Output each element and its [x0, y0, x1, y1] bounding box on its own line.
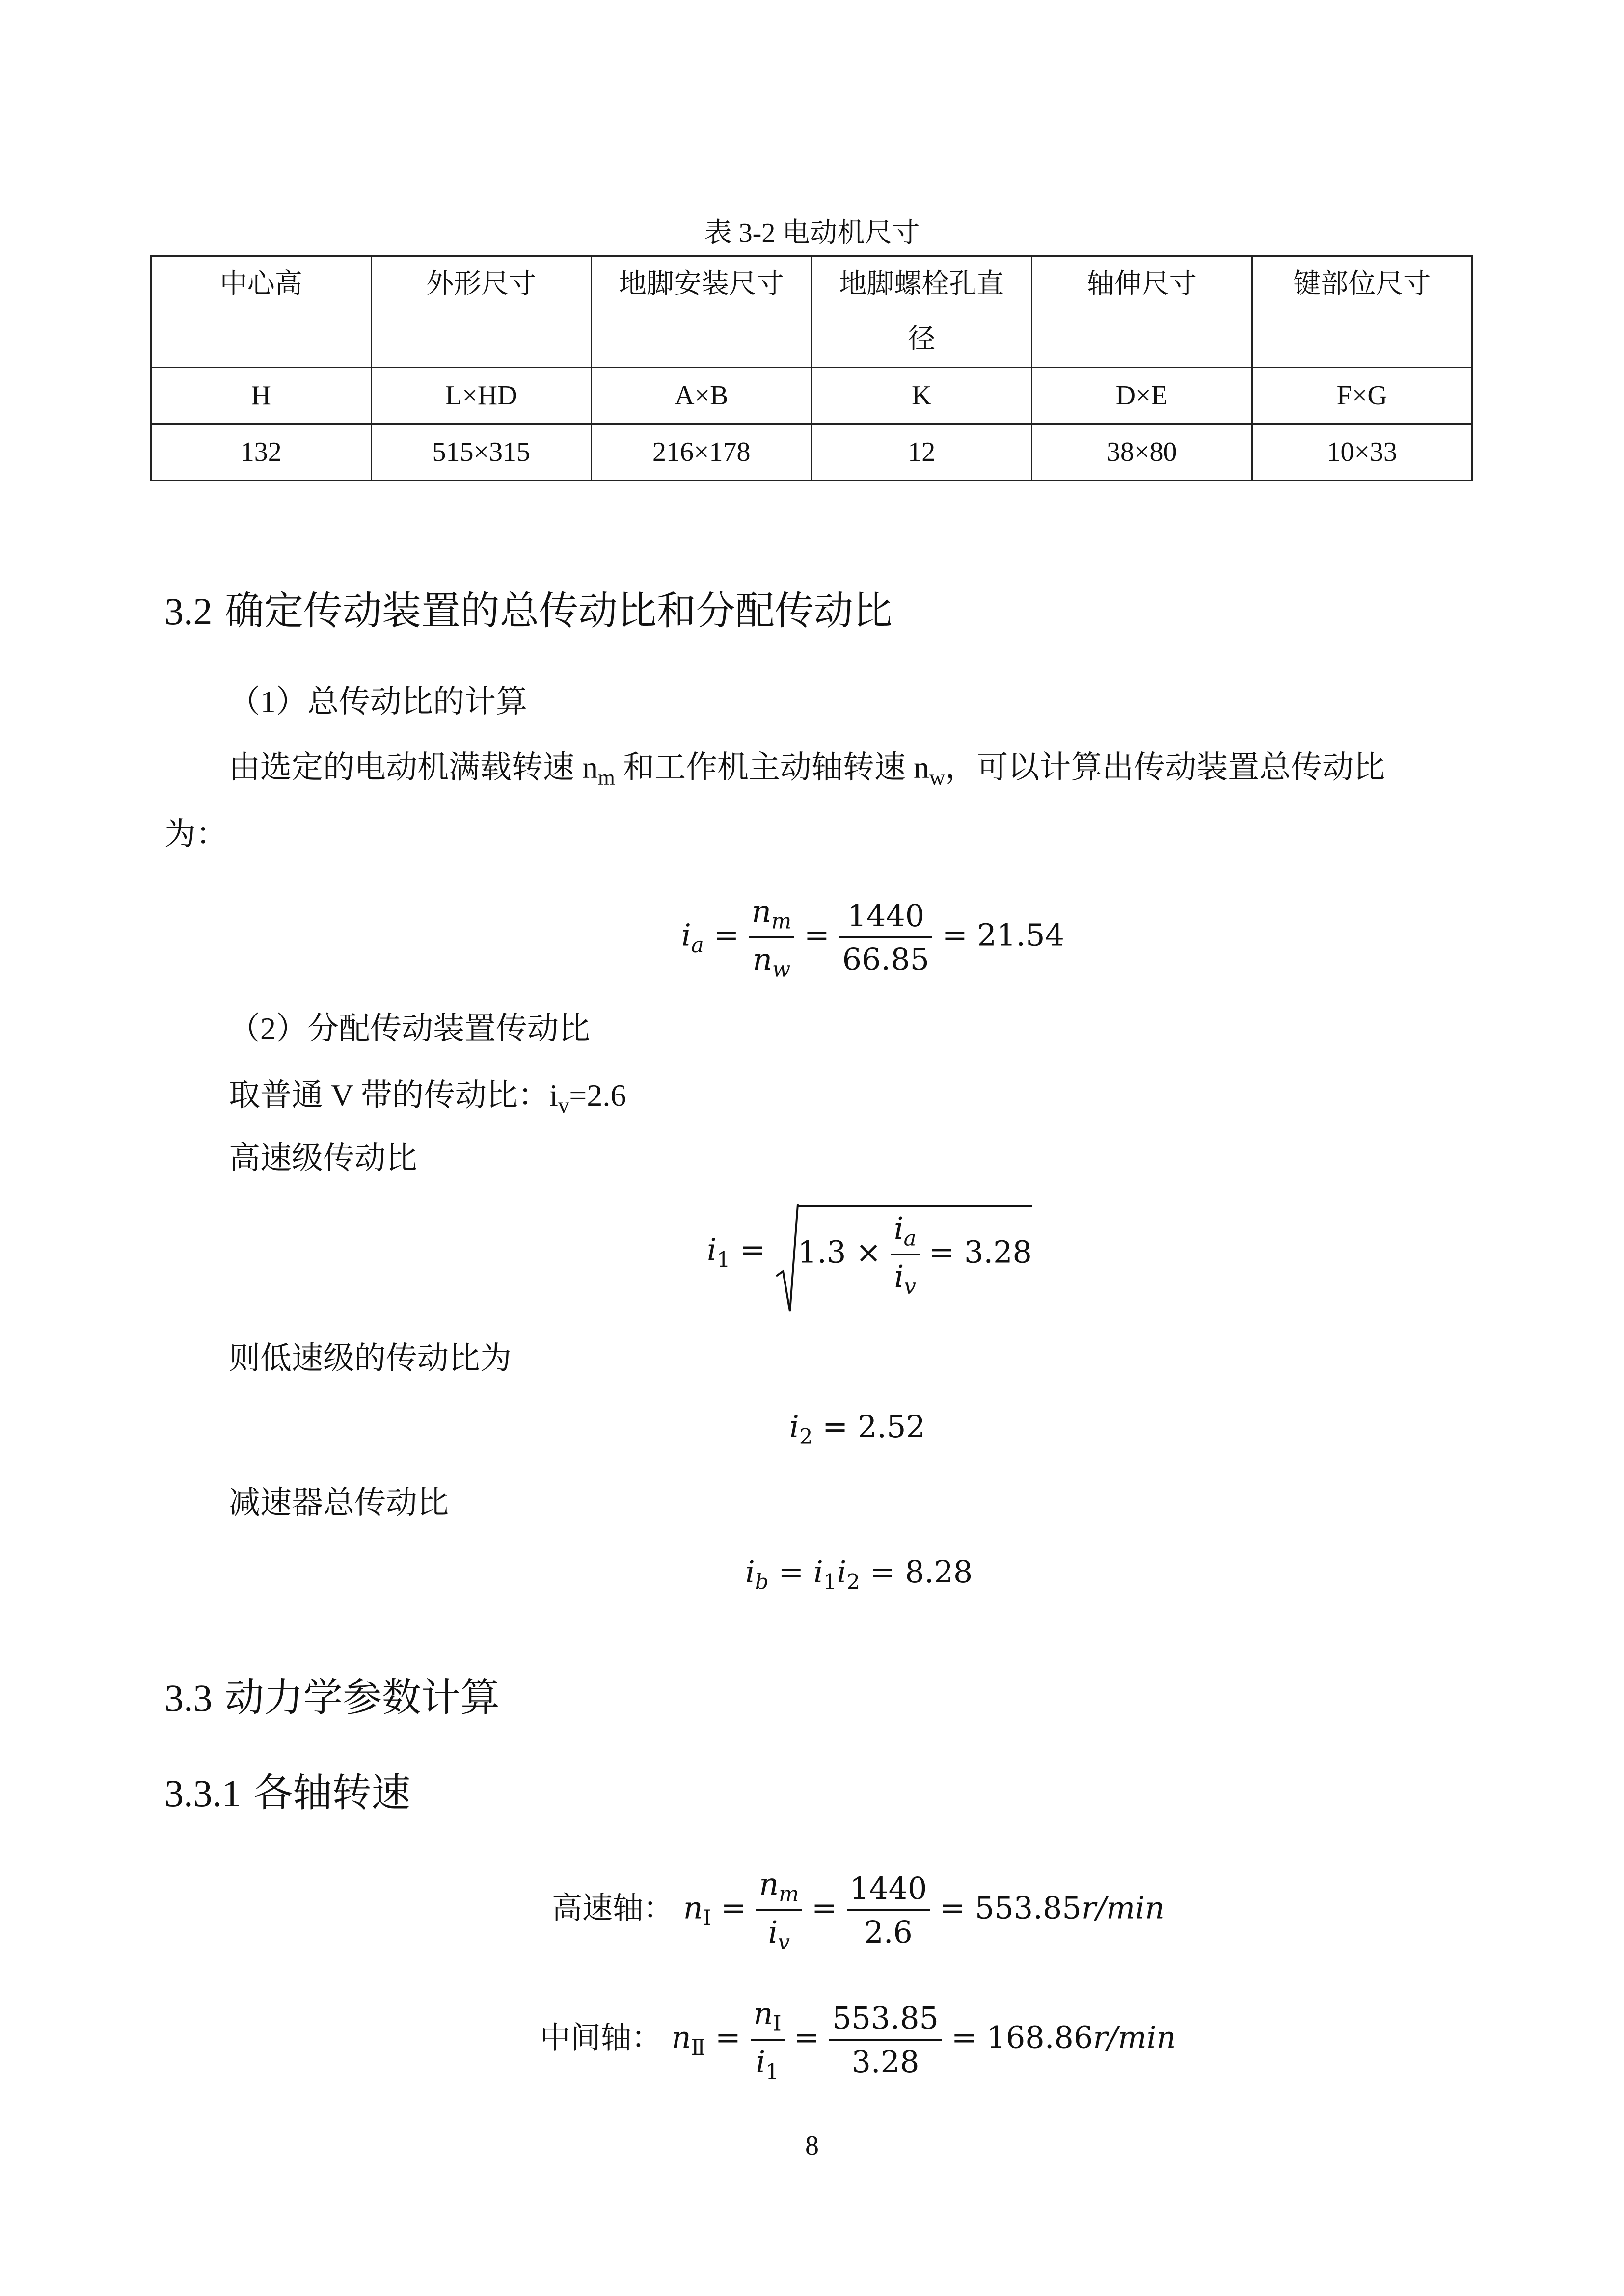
- equation-low-stage-ratio: $i_2 = 2.52$: [789, 1409, 925, 1449]
- fraction: $\frac{1440}{66.85}$: [839, 898, 933, 977]
- table-cell: H: [151, 368, 372, 424]
- subscript: w: [929, 765, 946, 790]
- section-title: 确定传动装置的总传动比和分配传动比: [224, 588, 893, 634]
- table-cell: F×G: [1252, 368, 1472, 424]
- eq-unit: r/min: [1081, 1890, 1164, 1926]
- paragraph-low-stage: 则低速级的传动比为: [229, 1341, 512, 1376]
- section-number: 3.2: [164, 590, 213, 633]
- equation-high-stage-ratio: $i_1$ = 1.3 × $\frac{i_a}{i_v}$ = 3.28: [707, 1205, 1032, 1299]
- equation-reducer-total: $i_b = i_1i_2 = 8.28$: [745, 1554, 973, 1595]
- table-header-line: 径: [908, 324, 936, 354]
- fraction: $\frac{n_Ⅰ}{i_1}$: [751, 1996, 785, 2084]
- eq-subscript: Ⅰ: [703, 1905, 711, 1930]
- equation-high-speed-shaft: 高速轴： $n_Ⅰ$ = $\frac{n_m}{i_v}$ = $\frac{1440}{2.6}$ = 553.85r/min: [552, 1866, 1164, 1955]
- subscript: m: [598, 765, 615, 790]
- section-heading-3-3: [164, 1666, 500, 1722]
- table-row: [151, 368, 1472, 424]
- table-header-cell: 轴伸尺寸: [1032, 256, 1252, 368]
- table-cell: 216×178: [592, 424, 812, 481]
- eq-subscript: 2: [799, 1424, 813, 1449]
- eq-result: 553.85: [974, 1890, 1082, 1926]
- paragraph-text: ，可以计算出传动装置总传动比: [945, 750, 1385, 785]
- eq-result: 2.52: [857, 1409, 925, 1444]
- eq-symbol: i: [745, 1554, 755, 1590]
- item-total-ratio: （1）总传动比的计算: [229, 684, 527, 719]
- fraction: $\frac{1440}{2.6}$: [847, 1870, 930, 1950]
- paragraph-reducer-total: 减速器总传动比: [229, 1485, 449, 1520]
- eq-coefficient: 1.3 ×: [797, 1234, 882, 1270]
- eq-symbol: n: [671, 2019, 691, 2056]
- eq-subscript: 1: [716, 1247, 731, 1272]
- motor-dimension-table: [150, 255, 1473, 481]
- section-heading-3-2: [164, 579, 893, 636]
- fraction: $\frac{n_m}{n_w}$: [749, 893, 794, 982]
- subscript: v: [558, 1093, 569, 1118]
- eq-subscript: Ⅱ: [691, 2035, 706, 2060]
- fraction: $\frac{553.85}{3.28}$: [829, 2000, 942, 2080]
- section-title: 动力学参数计算: [224, 1675, 500, 1720]
- table-caption: 表 3-2 电动机尺寸: [704, 218, 920, 248]
- table-header-cell: 地脚安装尺寸: [592, 256, 812, 368]
- item-distribute-ratio: （2）分配传动装置传动比: [229, 1011, 590, 1046]
- paragraph-v-belt: [229, 1070, 626, 1118]
- subsection-title: 各轴转速: [253, 1770, 411, 1815]
- eq-label: 高速轴：: [552, 1890, 674, 1926]
- table-cell: 132: [151, 424, 372, 481]
- eq-symbol: i: [707, 1231, 717, 1268]
- table-cell: 38×80: [1032, 424, 1252, 481]
- table-header-line: 地脚螺栓孔直: [839, 269, 1004, 299]
- eq-subscript: b: [755, 1570, 769, 1595]
- eq-result: 3.28: [964, 1234, 1032, 1270]
- eq-result: 168.86: [986, 2019, 1093, 2056]
- subsection-heading-3-3-1: [164, 1761, 410, 1817]
- paragraph-high-stage: 高速级传动比: [229, 1141, 417, 1175]
- eq-symbol: i: [681, 917, 691, 953]
- eq-label: 中间轴：: [540, 2019, 662, 2056]
- paragraph-continuation: 为：: [164, 817, 227, 852]
- table-cell: D×E: [1032, 368, 1252, 424]
- table-header-cell: 键部位尺寸: [1252, 256, 1472, 368]
- fraction: $\frac{i_a}{i_v}$: [891, 1210, 920, 1299]
- table-row: [151, 424, 1472, 481]
- fraction: $\frac{n_m}{i_v}$: [756, 1866, 802, 1955]
- equation-intermediate-shaft: 中间轴： $n_Ⅱ$ = $\frac{n_Ⅰ}{i_1}$ = $\frac{553.85}{3.28}$ = 168.86r/min: [540, 1996, 1176, 2084]
- equation-total-ratio: $i_a$ = $\frac{n_m}{n_w}$ = $\frac{1440}{66.85}$ = 21.54: [681, 893, 1064, 982]
- table-cell: A×B: [592, 368, 812, 424]
- table-cell: K: [812, 368, 1032, 424]
- page-number: 8: [805, 2131, 819, 2161]
- eq-symbol: i: [789, 1409, 799, 1444]
- eq-unit: r/min: [1093, 2019, 1176, 2056]
- eq-result: 8.28: [905, 1554, 973, 1590]
- section-number: 3.3: [164, 1677, 213, 1719]
- eq-subscript: a: [691, 933, 704, 958]
- table-cell: L×HD: [371, 368, 592, 424]
- eq-symbol: n: [683, 1890, 703, 1926]
- paragraph-text: 取普通 V 带的传动比：i: [229, 1078, 558, 1113]
- radical-sign-icon: [775, 1202, 800, 1315]
- table-cell: 515×315: [371, 424, 592, 481]
- paragraph-text: 和工作机主动轴转速 n: [615, 750, 929, 785]
- table-cell: 12: [812, 424, 1032, 481]
- table-header-row: [151, 256, 1472, 368]
- paragraph-text: 由选定的电动机满载转速 n: [229, 750, 598, 785]
- table-header-cell: 外形尺寸: [371, 256, 592, 368]
- subsection-number: 3.3.1: [164, 1772, 241, 1815]
- table-cell: 10×33: [1252, 424, 1472, 481]
- table-header-cell: [812, 256, 1032, 368]
- square-root: 1.3 × $\frac{i_a}{i_v}$ = 3.28: [775, 1205, 1032, 1299]
- paragraph-text: =2.6: [569, 1078, 626, 1113]
- paragraph-ratio-intro: [229, 742, 1385, 790]
- eq-result: 21.54: [977, 917, 1064, 953]
- table-header-cell: 中心高: [151, 256, 372, 368]
